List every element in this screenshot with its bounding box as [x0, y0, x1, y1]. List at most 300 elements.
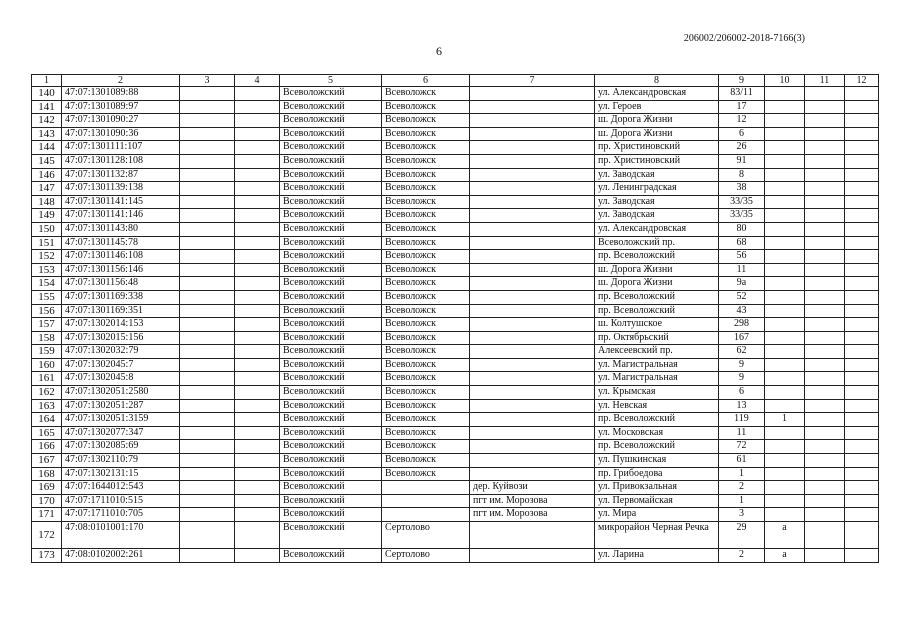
col-12-cell	[845, 250, 879, 264]
col-4-cell	[235, 358, 280, 372]
house-number-cell: 56	[719, 250, 765, 264]
col-3-cell	[180, 426, 235, 440]
document-id: 206002/206002-2018-7166(3)	[683, 33, 805, 44]
row-number: 151	[32, 236, 62, 250]
col-12-cell	[845, 522, 879, 549]
col-3-cell	[180, 236, 235, 250]
col-11-cell	[805, 141, 845, 155]
column-number-1: 1	[32, 75, 62, 87]
street-cell: ул. Невская	[595, 399, 719, 413]
col-4-cell	[235, 87, 280, 101]
row-number: 166	[32, 440, 62, 454]
city-cell	[382, 494, 470, 508]
col-3-cell	[180, 250, 235, 264]
col-4-cell	[235, 522, 280, 549]
city-cell: Всеволожск	[382, 250, 470, 264]
col-3-cell	[180, 87, 235, 101]
col-4-cell	[235, 494, 280, 508]
street-cell: пр. Грибоедова	[595, 467, 719, 481]
row-number: 161	[32, 372, 62, 386]
col-4-cell	[235, 277, 280, 291]
row-number: 143	[32, 127, 62, 141]
col-3-cell	[180, 399, 235, 413]
settlement-cell	[470, 100, 595, 114]
district-cell: Всеволожский	[280, 372, 382, 386]
page-number: 6	[436, 44, 442, 58]
building-letter-cell: 1	[765, 413, 805, 427]
district-cell: Всеволожский	[280, 386, 382, 400]
table-row	[32, 168, 879, 182]
house-number-cell: 12	[719, 114, 765, 128]
cadastral-number: 47:07:1301132:87	[62, 168, 180, 182]
district-cell: Всеволожский	[280, 508, 382, 522]
table-row	[32, 277, 879, 291]
building-letter-cell	[765, 331, 805, 345]
settlement-cell	[470, 182, 595, 196]
col-11-cell	[805, 127, 845, 141]
col-11-cell	[805, 440, 845, 454]
city-cell: Всеволожск	[382, 100, 470, 114]
col-3-cell	[180, 277, 235, 291]
city-cell: Всеволожск	[382, 127, 470, 141]
district-cell: Всеволожский	[280, 331, 382, 345]
column-number-2: 2	[62, 75, 180, 87]
house-number-cell: 52	[719, 290, 765, 304]
house-number-cell: 6	[719, 127, 765, 141]
district-cell: Всеволожский	[280, 290, 382, 304]
settlement-cell	[470, 454, 595, 468]
house-number-cell: 68	[719, 236, 765, 250]
col-3-cell	[180, 141, 235, 155]
cadastral-number: 47:07:1302045:7	[62, 358, 180, 372]
column-number-10: 10	[765, 75, 805, 87]
col-4-cell	[235, 304, 280, 318]
col-12-cell	[845, 263, 879, 277]
col-4-cell	[235, 549, 280, 563]
house-number-cell: 62	[719, 345, 765, 359]
cadastral-number: 47:07:1301089:88	[62, 87, 180, 101]
column-number-5: 5	[280, 75, 382, 87]
col-3-cell	[180, 304, 235, 318]
col-3-cell	[180, 372, 235, 386]
col-12-cell	[845, 454, 879, 468]
col-11-cell	[805, 467, 845, 481]
col-12-cell	[845, 440, 879, 454]
building-letter-cell	[765, 481, 805, 495]
district-cell: Всеволожский	[280, 481, 382, 495]
city-cell: Всеволожск	[382, 413, 470, 427]
house-number-cell: 33/35	[719, 195, 765, 209]
col-4-cell	[235, 467, 280, 481]
building-letter-cell	[765, 386, 805, 400]
building-letter-cell	[765, 195, 805, 209]
col-11-cell	[805, 250, 845, 264]
building-letter-cell	[765, 304, 805, 318]
house-number-cell: 119	[719, 413, 765, 427]
district-cell: Всеволожский	[280, 168, 382, 182]
cadastral-number: 47:07:1301169:338	[62, 290, 180, 304]
table-row	[32, 154, 879, 168]
col-11-cell	[805, 222, 845, 236]
settlement-cell	[470, 440, 595, 454]
cadastral-number: 47:08:0102002:261	[62, 549, 180, 563]
table-row	[32, 318, 879, 332]
col-11-cell	[805, 100, 845, 114]
table-row	[32, 494, 879, 508]
col-12-cell	[845, 549, 879, 563]
row-number: 159	[32, 345, 62, 359]
building-letter-cell	[765, 222, 805, 236]
row-number: 163	[32, 399, 62, 413]
col-3-cell	[180, 331, 235, 345]
table-row	[32, 508, 879, 522]
house-number-cell: 2	[719, 481, 765, 495]
district-cell: Всеволожский	[280, 549, 382, 563]
settlement-cell	[470, 168, 595, 182]
house-number-cell: 8	[719, 168, 765, 182]
col-4-cell	[235, 413, 280, 427]
cadastral-number: 47:08:0101001:170	[62, 522, 180, 549]
district-cell: Всеволожский	[280, 318, 382, 332]
district-cell: Всеволожский	[280, 345, 382, 359]
cadastral-number: 47:07:1301090:36	[62, 127, 180, 141]
settlement-cell	[470, 141, 595, 155]
row-number: 146	[32, 168, 62, 182]
house-number-cell: 26	[719, 141, 765, 155]
settlement-cell: дер. Куйвози	[470, 481, 595, 495]
cadastral-number: 47:07:1302014:153	[62, 318, 180, 332]
district-cell: Всеволожский	[280, 413, 382, 427]
col-4-cell	[235, 481, 280, 495]
col-12-cell	[845, 494, 879, 508]
street-cell: ул. Первомайская	[595, 494, 719, 508]
district-cell: Всеволожский	[280, 222, 382, 236]
building-letter-cell	[765, 141, 805, 155]
col-12-cell	[845, 154, 879, 168]
col-11-cell	[805, 168, 845, 182]
cadastral-number: 47:07:1301090:27	[62, 114, 180, 128]
col-12-cell	[845, 100, 879, 114]
col-3-cell	[180, 467, 235, 481]
row-number: 168	[32, 467, 62, 481]
row-number: 144	[32, 141, 62, 155]
city-cell: Всеволожск	[382, 182, 470, 196]
settlement-cell	[470, 209, 595, 223]
building-letter-cell	[765, 114, 805, 128]
city-cell: Всеволожск	[382, 399, 470, 413]
cadastral-number: 47:07:1711010:515	[62, 494, 180, 508]
col-4-cell	[235, 141, 280, 155]
col-4-cell	[235, 250, 280, 264]
col-12-cell	[845, 467, 879, 481]
col-11-cell	[805, 481, 845, 495]
col-12-cell	[845, 168, 879, 182]
street-cell: пр. Всеволожский	[595, 440, 719, 454]
col-12-cell	[845, 141, 879, 155]
column-number-6: 6	[382, 75, 470, 87]
house-number-cell: 9	[719, 372, 765, 386]
row-number: 152	[32, 250, 62, 264]
col-4-cell	[235, 168, 280, 182]
table-row	[32, 345, 879, 359]
col-11-cell	[805, 345, 845, 359]
col-12-cell	[845, 114, 879, 128]
settlement-cell	[470, 331, 595, 345]
column-number-3: 3	[180, 75, 235, 87]
building-letter-cell	[765, 209, 805, 223]
col-4-cell	[235, 386, 280, 400]
city-cell: Всеволожск	[382, 236, 470, 250]
row-number: 141	[32, 100, 62, 114]
col-3-cell	[180, 222, 235, 236]
house-number-cell: 83/11	[719, 87, 765, 101]
house-number-cell: 61	[719, 454, 765, 468]
street-cell: Алексеевский пр.	[595, 345, 719, 359]
settlement-cell	[470, 372, 595, 386]
row-number: 170	[32, 494, 62, 508]
table-row	[32, 413, 879, 427]
col-4-cell	[235, 440, 280, 454]
building-letter-cell	[765, 440, 805, 454]
table-row	[32, 263, 879, 277]
building-letter-cell	[765, 454, 805, 468]
cadastral-number: 47:07:1302131:15	[62, 467, 180, 481]
building-letter-cell	[765, 263, 805, 277]
street-cell: ул. Мира	[595, 508, 719, 522]
settlement-cell	[470, 413, 595, 427]
street-cell: ул. Заводская	[595, 195, 719, 209]
row-number: 171	[32, 508, 62, 522]
col-11-cell	[805, 399, 845, 413]
col-4-cell	[235, 209, 280, 223]
house-number-cell: 3	[719, 508, 765, 522]
settlement-cell	[470, 358, 595, 372]
city-cell	[382, 481, 470, 495]
building-letter-cell	[765, 154, 805, 168]
col-3-cell	[180, 481, 235, 495]
house-number-cell: 43	[719, 304, 765, 318]
street-cell: ул. Пушкинская	[595, 454, 719, 468]
building-letter-cell	[765, 508, 805, 522]
cadastral-number: 47:07:1301111:107	[62, 141, 180, 155]
city-cell: Всеволожск	[382, 87, 470, 101]
col-11-cell	[805, 154, 845, 168]
district-cell: Всеволожский	[280, 87, 382, 101]
col-11-cell	[805, 331, 845, 345]
col-3-cell	[180, 168, 235, 182]
col-11-cell	[805, 87, 845, 101]
cadastral-number: 47:07:1301145:78	[62, 236, 180, 250]
col-12-cell	[845, 331, 879, 345]
street-cell: пр. Всеволожский	[595, 413, 719, 427]
settlement-cell	[470, 399, 595, 413]
col-4-cell	[235, 236, 280, 250]
district-cell: Всеволожский	[280, 277, 382, 291]
street-cell: ул. Магистральная	[595, 372, 719, 386]
house-number-cell: 167	[719, 331, 765, 345]
col-11-cell	[805, 426, 845, 440]
street-cell: ул. Заводская	[595, 168, 719, 182]
cadastral-number: 47:07:1302085:69	[62, 440, 180, 454]
table-row	[32, 440, 879, 454]
col-4-cell	[235, 331, 280, 345]
table-row	[32, 358, 879, 372]
cadastral-number: 47:07:1301128:108	[62, 154, 180, 168]
settlement-cell	[470, 250, 595, 264]
cadastral-number: 47:07:1302045:8	[62, 372, 180, 386]
col-3-cell	[180, 549, 235, 563]
building-letter-cell	[765, 318, 805, 332]
row-number: 160	[32, 358, 62, 372]
district-cell: Всеволожский	[280, 195, 382, 209]
district-cell: Всеволожский	[280, 209, 382, 223]
table-row	[32, 209, 879, 223]
building-letter-cell	[765, 168, 805, 182]
row-number: 158	[32, 331, 62, 345]
street-cell: ул. Александровская	[595, 222, 719, 236]
table-row	[32, 290, 879, 304]
row-number: 165	[32, 426, 62, 440]
col-3-cell	[180, 127, 235, 141]
table-row	[32, 141, 879, 155]
col-12-cell	[845, 222, 879, 236]
row-number: 157	[32, 318, 62, 332]
row-number: 162	[32, 386, 62, 400]
cadastral-number: 47:07:1301146:108	[62, 250, 180, 264]
col-4-cell	[235, 372, 280, 386]
table-row	[32, 304, 879, 318]
street-cell: пр. Всеволожский	[595, 290, 719, 304]
district-cell: Всеволожский	[280, 114, 382, 128]
building-letter-cell	[765, 345, 805, 359]
cadastral-number: 47:07:1302032:79	[62, 345, 180, 359]
table-row	[32, 87, 879, 101]
district-cell: Всеволожский	[280, 454, 382, 468]
row-number: 172	[32, 522, 62, 549]
building-letter-cell	[765, 100, 805, 114]
street-cell: ш. Дорога Жизни	[595, 114, 719, 128]
col-12-cell	[845, 413, 879, 427]
row-number: 153	[32, 263, 62, 277]
building-letter-cell	[765, 182, 805, 196]
settlement-cell	[470, 304, 595, 318]
col-11-cell	[805, 454, 845, 468]
col-12-cell	[845, 426, 879, 440]
col-11-cell	[805, 304, 845, 318]
district-cell: Всеволожский	[280, 100, 382, 114]
district-cell: Всеволожский	[280, 467, 382, 481]
district-cell: Всеволожский	[280, 263, 382, 277]
table-row	[32, 222, 879, 236]
city-cell: Сертолово	[382, 549, 470, 563]
house-number-cell: 72	[719, 440, 765, 454]
city-cell: Всеволожск	[382, 114, 470, 128]
cadastral-number: 47:07:1302015:156	[62, 331, 180, 345]
col-4-cell	[235, 263, 280, 277]
building-letter-cell	[765, 372, 805, 386]
settlement-cell	[470, 114, 595, 128]
street-cell: ш. Дорога Жизни	[595, 127, 719, 141]
col-12-cell	[845, 372, 879, 386]
col-3-cell	[180, 290, 235, 304]
house-number-cell: 13	[719, 399, 765, 413]
cadastral-number: 47:07:1302077:347	[62, 426, 180, 440]
building-letter-cell	[765, 494, 805, 508]
col-11-cell	[805, 413, 845, 427]
district-cell: Всеволожский	[280, 304, 382, 318]
col-4-cell	[235, 154, 280, 168]
col-4-cell	[235, 345, 280, 359]
col-12-cell	[845, 345, 879, 359]
cadastral-number: 47:07:1301156:146	[62, 263, 180, 277]
settlement-cell	[470, 345, 595, 359]
col-11-cell	[805, 290, 845, 304]
col-3-cell	[180, 440, 235, 454]
col-11-cell	[805, 277, 845, 291]
table-row	[32, 372, 879, 386]
district-cell: Всеволожский	[280, 141, 382, 155]
house-number-cell: 91	[719, 154, 765, 168]
house-number-cell: 2	[719, 549, 765, 563]
cadastral-number: 47:07:1302110:79	[62, 454, 180, 468]
table-row	[32, 195, 879, 209]
street-cell: ул. Крымская	[595, 386, 719, 400]
col-4-cell	[235, 290, 280, 304]
col-11-cell	[805, 209, 845, 223]
row-number: 147	[32, 182, 62, 196]
col-11-cell	[805, 263, 845, 277]
col-12-cell	[845, 277, 879, 291]
street-cell: пр. Октябрьский	[595, 331, 719, 345]
building-letter-cell	[765, 358, 805, 372]
col-3-cell	[180, 195, 235, 209]
district-cell: Всеволожский	[280, 358, 382, 372]
row-number: 169	[32, 481, 62, 495]
district-cell: Всеволожский	[280, 522, 382, 549]
col-3-cell	[180, 100, 235, 114]
col-11-cell	[805, 318, 845, 332]
row-number: 154	[32, 277, 62, 291]
city-cell: Всеволожск	[382, 277, 470, 291]
city-cell: Всеволожск	[382, 141, 470, 155]
table-row	[32, 549, 879, 563]
cadastral-number: 47:07:1644012:543	[62, 481, 180, 495]
city-cell: Всеволожск	[382, 372, 470, 386]
table-row	[32, 127, 879, 141]
building-letter-cell: а	[765, 522, 805, 549]
cadastral-number: 47:07:1302051:287	[62, 399, 180, 413]
table-row	[32, 386, 879, 400]
district-cell: Всеволожский	[280, 426, 382, 440]
settlement-cell	[470, 549, 595, 563]
city-cell: Всеволожск	[382, 263, 470, 277]
city-cell: Всеволожск	[382, 386, 470, 400]
col-11-cell	[805, 386, 845, 400]
table-row	[32, 426, 879, 440]
cadastral-number: 47:07:1302051:3159	[62, 413, 180, 427]
col-4-cell	[235, 426, 280, 440]
district-cell: Всеволожский	[280, 182, 382, 196]
col-3-cell	[180, 508, 235, 522]
settlement-cell	[470, 154, 595, 168]
col-11-cell	[805, 522, 845, 549]
table-row	[32, 481, 879, 495]
building-letter-cell	[765, 290, 805, 304]
city-cell: Сертолово	[382, 522, 470, 549]
street-cell: пр. Всеволожский	[595, 250, 719, 264]
settlement-cell	[470, 222, 595, 236]
col-4-cell	[235, 182, 280, 196]
